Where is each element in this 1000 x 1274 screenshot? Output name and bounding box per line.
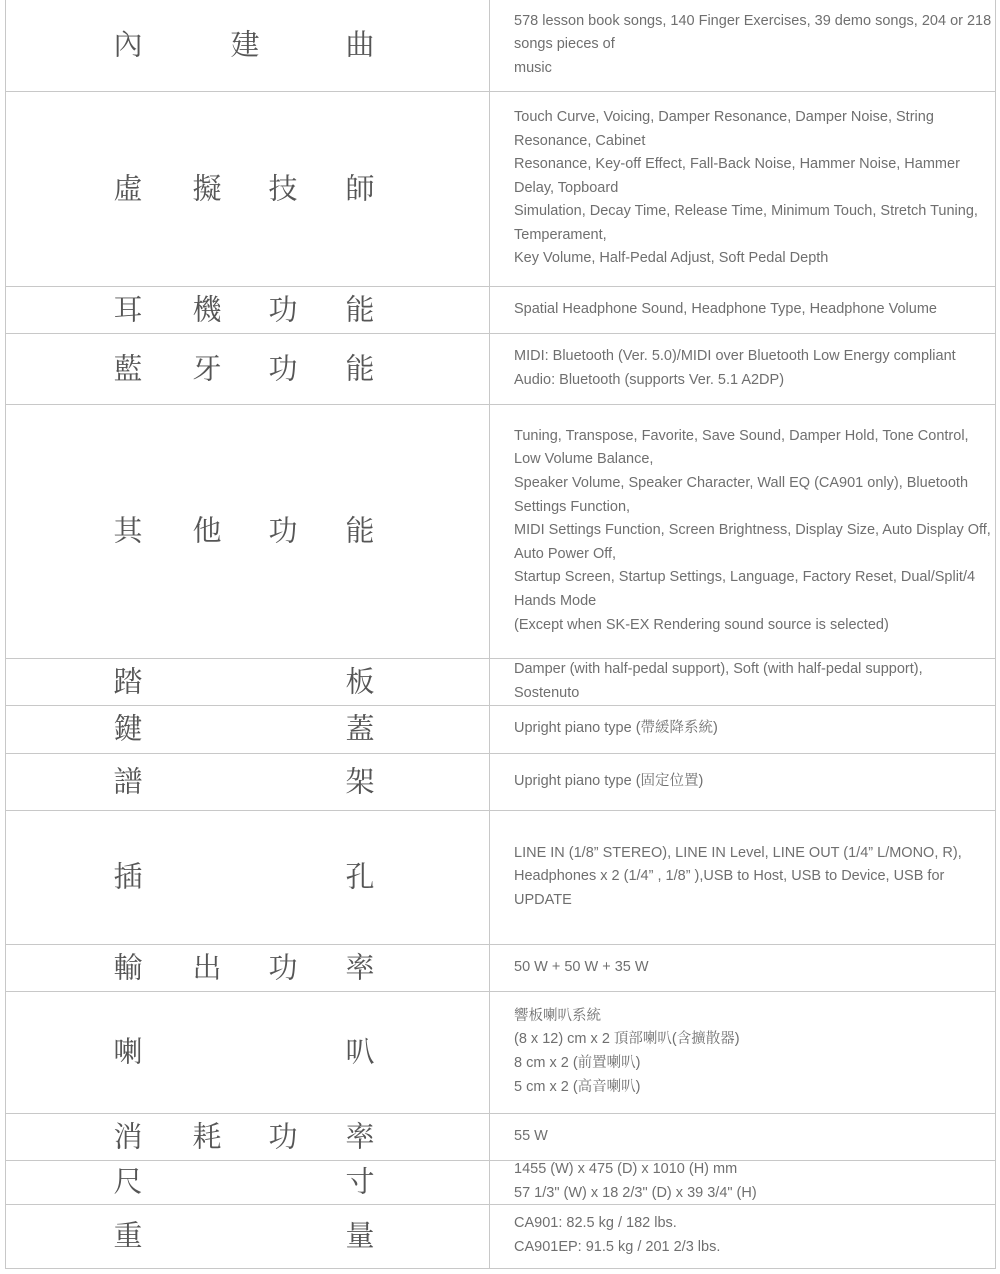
spec-value — [514, 0, 990, 91]
spec-value-line: Audio: Bluetooth (supports Ver. 5.1 A2DP) — [514, 371, 785, 388]
spec-value-line: Damper (with half-pedal support), Soft (with half-pedal support), — [514, 660, 923, 677]
table-divider — [995, 91, 996, 286]
spec-value — [514, 404, 990, 658]
spec-value-line: Delay, Topboard — [514, 179, 619, 196]
spec-value — [514, 333, 990, 404]
table-divider — [995, 991, 996, 1113]
spec-value-line: CA901: 82.5 kg / 182 lbs. — [514, 1215, 677, 1232]
spec-row — [5, 404, 996, 659]
spec-value-line: Resonance, Key-off Effect, Fall-Back Noise, Hammer Noise, Hammer — [514, 156, 960, 173]
table-divider — [489, 753, 490, 810]
spec-value-line: 5 cm x 2 (高音喇叭) — [514, 1078, 641, 1095]
spec-value-line: Headphones x 2 (1/4” , 1/8” ),USB to Host, USB to Device, USB for — [514, 868, 945, 885]
spec-label-char: 其 — [113, 513, 143, 548]
spec-value — [514, 991, 990, 1113]
table-divider — [489, 404, 490, 658]
spec-value-line: 8 cm x 2 (前置喇叭) — [514, 1055, 641, 1071]
spec-value-line: 55 W — [514, 1127, 548, 1144]
spec-value-line: Auto Power Off, — [514, 545, 617, 562]
spec-value-line: Tuning, Transpose, Favorite, Save Sound, Damper Hold, Tone Control, — [514, 427, 969, 444]
table-divider — [995, 810, 996, 944]
table-divider — [995, 705, 996, 753]
table-divider — [489, 1113, 490, 1160]
spec-value — [514, 1160, 990, 1204]
spec-label-char: 孔 — [345, 859, 375, 894]
spec-value-line: UPDATE — [514, 891, 572, 908]
spec-label-char: 出 — [192, 950, 222, 984]
spec-label-char: 重 — [113, 1218, 143, 1253]
spec-label-char: 消 — [113, 1119, 143, 1153]
spec-label-char: 擬 — [192, 171, 222, 205]
spec-value — [514, 944, 990, 991]
spec-value-line: Sostenuto — [514, 684, 580, 701]
spec-value-line: 響板喇叭系統 — [514, 1007, 601, 1024]
spec-row — [5, 333, 996, 405]
spec-label-char: 插 — [113, 859, 143, 894]
spec-value-line: MIDI Settings Function, Screen Brightness, Display Size, Auto Display Off, — [514, 522, 991, 539]
spec-label-char: 能 — [345, 513, 375, 548]
table-divider — [995, 944, 996, 991]
spec-row — [5, 91, 996, 287]
spec-label-char: 功 — [268, 1119, 298, 1153]
spec-row — [5, 658, 996, 706]
table-divider — [489, 944, 490, 991]
spec-value-line: MIDI: Bluetooth (Ver. 5.0)/MIDI over Bluetooth Low Energy compliant — [514, 347, 956, 364]
spec-label-char: 功 — [268, 513, 298, 548]
spec-value-line: 57 1/3" (W) x 18 2/3" (D) x 39 3/4" (H) — [514, 1185, 757, 1201]
spec-label-char: 曲 — [345, 27, 375, 62]
spec-label-char: 率 — [345, 1119, 375, 1153]
spec-value — [514, 1113, 990, 1160]
table-divider — [995, 658, 996, 705]
spec-label-char: 機 — [192, 292, 222, 326]
spec-value-line: Temperament, — [514, 226, 607, 243]
spec-label — [5, 0, 489, 91]
spec-value-line: songs pieces of — [514, 36, 615, 53]
spec-label — [5, 944, 489, 991]
spec-label-char: 架 — [345, 764, 375, 798]
spec-label-char: 師 — [345, 171, 375, 205]
table-divider — [489, 810, 490, 944]
spec-label-char: 輸 — [113, 950, 143, 984]
spec-label-char: 內 — [113, 27, 143, 62]
spec-value-line: Startup Screen, Startup Settings, Language, Factory Reset, Dual/Split/4 — [514, 569, 976, 586]
spec-label-char: 蓋 — [345, 711, 375, 746]
spec-value-line: Resonance, Cabinet — [514, 132, 646, 149]
spec-label — [5, 404, 489, 658]
spec-row — [5, 1204, 996, 1269]
spec-label-char: 技 — [268, 171, 298, 205]
spec-label — [5, 705, 489, 753]
table-divider — [489, 991, 490, 1113]
table-divider — [489, 658, 490, 705]
spec-value-line: 578 lesson book songs, 140 Finger Exercises, 39 demo songs, 204 or 218 — [514, 12, 992, 29]
spec-label-char: 率 — [345, 950, 375, 984]
spec-value-line: (8 x 12) cm x 2 頂部喇叭(含擴散器) — [514, 1031, 740, 1048]
spec-label-char: 寸 — [345, 1164, 375, 1199]
spec-label-char: 踏 — [113, 664, 143, 698]
spec-label-char: 他 — [192, 513, 222, 548]
spec-label — [5, 1204, 489, 1268]
table-divider — [489, 1204, 490, 1268]
spec-label-char: 板 — [345, 664, 375, 698]
spec-value — [514, 753, 990, 810]
spec-row — [5, 1113, 996, 1161]
spec-value-line: Settings Function, — [514, 498, 631, 515]
spec-row — [5, 810, 996, 945]
spec-label-char: 建 — [230, 27, 260, 62]
spec-label-char: 耗 — [192, 1119, 222, 1153]
spec-label-char: 功 — [268, 351, 298, 385]
spec-label-char: 能 — [345, 292, 375, 326]
spec-value-line: 1455 (W) x 475 (D) x 1010 (H) mm — [514, 1161, 738, 1178]
table-divider — [995, 0, 996, 91]
table-divider — [489, 286, 490, 333]
spec-row — [5, 944, 996, 992]
spec-row — [5, 286, 996, 334]
spec-label — [5, 658, 489, 705]
spec-row — [5, 0, 996, 92]
spec-value-line: CA901EP: 91.5 kg / 201 2/3 lbs. — [514, 1239, 721, 1255]
spec-label — [5, 91, 489, 286]
table-divider — [489, 0, 490, 91]
spec-label-char: 尺 — [113, 1164, 143, 1199]
spec-value-line: Hands Mode — [514, 592, 597, 609]
spec-label-char: 功 — [268, 292, 298, 326]
spec-label-char: 喇 — [113, 1034, 143, 1069]
spec-value-line: Upright piano type (帶緩降系統) — [514, 720, 718, 737]
spec-row — [5, 753, 996, 811]
spec-value-line: Simulation, Decay Time, Release Time, Minimum Touch, Stretch Tuning, — [514, 203, 978, 220]
table-divider — [995, 1204, 996, 1268]
spec-row — [5, 991, 996, 1114]
spec-label-char: 能 — [345, 351, 375, 385]
table-divider — [995, 404, 996, 658]
table-divider — [995, 333, 996, 404]
spec-value-line: music — [514, 59, 552, 76]
spec-label-char: 牙 — [192, 351, 222, 385]
spec-value-line: Key Volume, Half-Pedal Adjust, Soft Pedal Depth — [514, 250, 829, 267]
spec-label-char: 藍 — [113, 351, 143, 385]
spec-value — [514, 286, 990, 333]
spec-label — [5, 1160, 489, 1204]
table-divider — [995, 1160, 996, 1204]
spec-label-char: 量 — [345, 1218, 375, 1253]
spec-value-line: 50 W + 50 W + 35 W — [514, 958, 649, 975]
table-divider — [995, 286, 996, 333]
spec-value-line: Spatial Headphone Sound, Headphone Type, Headphone Volume — [514, 300, 937, 317]
spec-label-char: 譜 — [113, 764, 143, 798]
spec-label-char: 叭 — [345, 1034, 375, 1069]
table-divider — [995, 1113, 996, 1160]
spec-value-line: (Except when SK-EX Rendering sound source is selected) — [514, 616, 889, 633]
spec-value-line: LINE IN (1/8” STEREO), LINE IN Level, LINE OUT (1/4” L/MONO, R), — [514, 844, 962, 861]
spec-value — [514, 91, 990, 286]
spec-label — [5, 286, 489, 333]
table-divider — [489, 705, 490, 753]
spec-value — [514, 658, 990, 705]
spec-row — [5, 705, 996, 754]
spec-value-line: Speaker Volume, Speaker Character, Wall EQ (CA901 only), Bluetooth — [514, 475, 969, 492]
spec-value-line: Low Volume Balance, — [514, 451, 654, 468]
spec-label-char: 虛 — [113, 171, 143, 205]
spec-value-line: Upright piano type (固定位置) — [514, 772, 704, 789]
table-divider — [995, 753, 996, 810]
table-divider — [489, 1160, 490, 1204]
table-divider — [489, 91, 490, 286]
spec-label-char: 功 — [268, 950, 298, 984]
spec-label — [5, 753, 489, 810]
table-divider — [489, 333, 490, 404]
spec-label-char: 鍵 — [113, 711, 143, 746]
spec-label — [5, 333, 489, 404]
spec-label — [5, 991, 489, 1113]
spec-value-line: Touch Curve, Voicing, Damper Resonance, Damper Noise, String — [514, 108, 934, 125]
spec-row — [5, 1160, 996, 1205]
spec-label-char: 耳 — [113, 292, 143, 326]
spec-value — [514, 810, 990, 944]
spec-value — [514, 705, 990, 753]
spec-label — [5, 810, 489, 944]
spec-value — [514, 1204, 990, 1268]
spec-label — [5, 1113, 489, 1160]
